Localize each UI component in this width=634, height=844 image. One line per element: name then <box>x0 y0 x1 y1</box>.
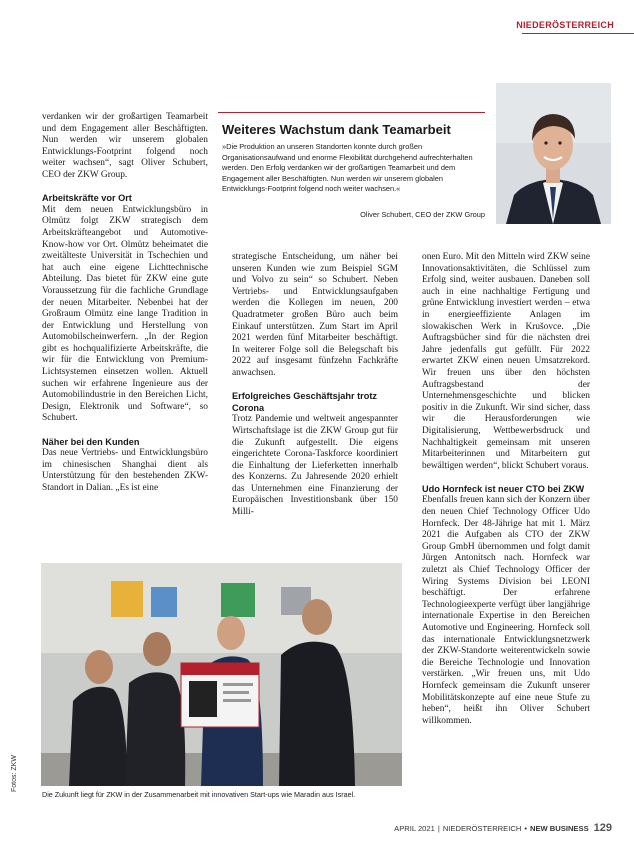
footer-separator: | <box>437 824 440 833</box>
photo-credit: Fotos: ZKW <box>11 755 18 792</box>
section-label: NIEDERÖSTERREICH <box>516 20 614 30</box>
article-column-2 <box>232 252 398 530</box>
page-number: 129 <box>593 822 612 834</box>
paragraph: Ebenfalls freuen kann sich der Konzern über den neuen Chief Technology Officer Udo Hornfeck. Der 48-Jährige hat mit 1. März 2021 die Aufgaben als CTO der ZKW Group GmbH übernommen und folgt damit Jürgen Antonitsch nach. Hornfeck war zuletzt als Chief Technology Officer der Wiring Systems Division bei LEONI beschäftigt. Der erfahrene Technologieexperte verfügt über langjährige internationale Expertise in den Bereichen Automotive und Engineering. Hornfeck soll das internationale Entwicklungsnetzwerk der ZKW-Standorte weiterentwickeln sowie die Bereiche Technologie und Innovation verstärken. „Wir freuen uns, mit Udo Hornfeck gemeinsam die Zukunft unserer Mobilitätskonzepte auf eine neue Stufe zu heben“, heißt ihn Oliver Schubert willkommen. <box>422 495 590 726</box>
subheading: Näher bei den Kunden <box>42 436 140 447</box>
article-column-1 <box>42 112 208 506</box>
footer-magazine: NEW BUSINESS <box>529 824 589 833</box>
paragraph: strategische Entscheidung, um näher bei unseren Kunden wie zum Beispiel SGM und Volvo zu sein“ so Schubert. Neben Vertriebs- und Entwicklungsaufgaben werden die Kollegen im neuen, 200 Quadratmeter großen Büro auch beim Einkauf unterstützen. Zum Start im April 2021 werden fünf Mitarbeiter beschäftigt. In weiterer Folge soll die Belegschaft bis 2022 auf insgesamt fünfzehn Fachkräfte anwachsen. <box>232 252 398 378</box>
paragraph: Mit dem neuen Entwicklungsbüro in Olmütz folgt ZKW strategisch dem Arbeitskräfteangebot und Automotive-Know-how vor Ort. Olmütz beheimatet die zweitälteste Universität in Tschechien und hat auch eine eigene Lichttechnische Abteilung. Das bietet für ZKW eine gute Voraussetzung für die fachliche Grundlage der neuen Mitarbeiter. Nebenbei hat der Großraum Olmütz eine lange Tradition in der Entwicklung und Herstellung von Automobilscheinwerfern. „In der Region gibt es hochqualifizierte Arbeitskräfte, die wir für die Entwicklung von Premium-Lichtsystemen einsetzen wollen. Aktuell suchen wir erfahrene Ingenieure aus der Automobilindustrie in den Bereichen Licht, Design, Elektronik und Software“, so Schubert. <box>42 204 208 424</box>
article-column-3 <box>422 252 590 739</box>
quote-rule <box>218 112 485 113</box>
quote-title: Weiteres Wachstum dank Teamarbeit <box>222 122 451 137</box>
paragraph: verdanken wir der großartigen Teamarbeit und dem Engagement aller Beschäftigten. Nun werden wir unserem globalen Entwicklungs-Footprint folgend noch weiter wachsen“, sagt Oliver Schubert, CEO der ZKW Group. <box>42 112 208 180</box>
group-photo <box>41 563 402 786</box>
footer-date: APRIL 2021 <box>394 824 435 833</box>
photo-caption: Die Zukunft liegt für ZKW in der Zusammenarbeit mit innovativen Start-ups wie Maradin aus Israel. <box>42 790 356 799</box>
quote-author: Oliver Schubert, CEO der ZKW Group <box>360 210 485 219</box>
subheading: Erfolgreiches Geschäftsjahr trotz Corona <box>232 391 377 413</box>
pull-quote-box <box>218 112 485 220</box>
section-rule <box>522 33 634 34</box>
footer-region: NIEDERÖSTERREICH <box>442 824 522 833</box>
subheading: Arbeitskräfte vor Ort <box>42 193 132 204</box>
team-photo-illustration <box>41 563 402 786</box>
footer-bullet: • <box>524 824 527 833</box>
quote-text: »Die Produktion an unseren Standorten konnte durch großen Organisationsaufwand und enorme Flexibilität durchgehend aufrechterhalten werden. Den Erfolg verdanken wir der großartigen Teamarbeit und dem Engagement aller Beschäftigten. Nun werden wir unserem globalen Entwicklungs-Footprint folgend noch weiter wachsen.« <box>222 142 473 193</box>
paragraph: Trotz Pandemie und weltweit angespannter Wirtschaftslage ist die ZKW Group gut für die Zukunft aufgestellt. Die eigens eingerichtete Corona-Taskforce koordiniert die Einhaltung der Lieferketten innerhalb des Konzerns. Zu Jahresende 2020 erhielt das Unternehmen eine Finanzierung der Europäischen Investitionsbank über 150 Milli- <box>232 414 398 518</box>
portrait-illustration <box>496 83 611 224</box>
page-footer <box>394 822 612 834</box>
paragraph: onen Euro. Mit den Mitteln wird ZKW seine Innovationsaktivitäten, die Schlüssel zum Erfolg sind, weiter ausbauen. Daneben soll auch in eine nachhaltige Fertigung und grüne Entwicklung investiert werden – etwa in energieeffiziente Anlagen im slowakischen Werk in Krušovce. „Die Auftragsbücher sind für die nächsten drei Jahre jedenfalls gut gefüllt. Für 2022 erwartet ZKW einen neuen Umsatzrekord. Wir freuen uns über den höchsten Auftragsbestand der Unternehmensgeschichte und blicken positiv in die Zukunft. Wir sind sicher, dass wir die Herausforderungen wie Digitalisierung, Wettbewerbsdruck und Nachhaltigkeit gemeinsam mit unseren Mitarbeiterinnen und Mitarbeitern gut bewältigen werden“, blickt Schubert voraus. <box>422 252 590 471</box>
subheading: Udo Hornfeck ist neuer CTO bei ZKW <box>422 483 585 494</box>
paragraph: Das neue Vertriebs- und Entwicklungsbüro im chinesischen Shanghai dient als Unterstützung für den bestehenden ZKW-Standort in Dalian. „Es ist eine <box>42 448 208 493</box>
portrait-photo <box>496 83 611 224</box>
